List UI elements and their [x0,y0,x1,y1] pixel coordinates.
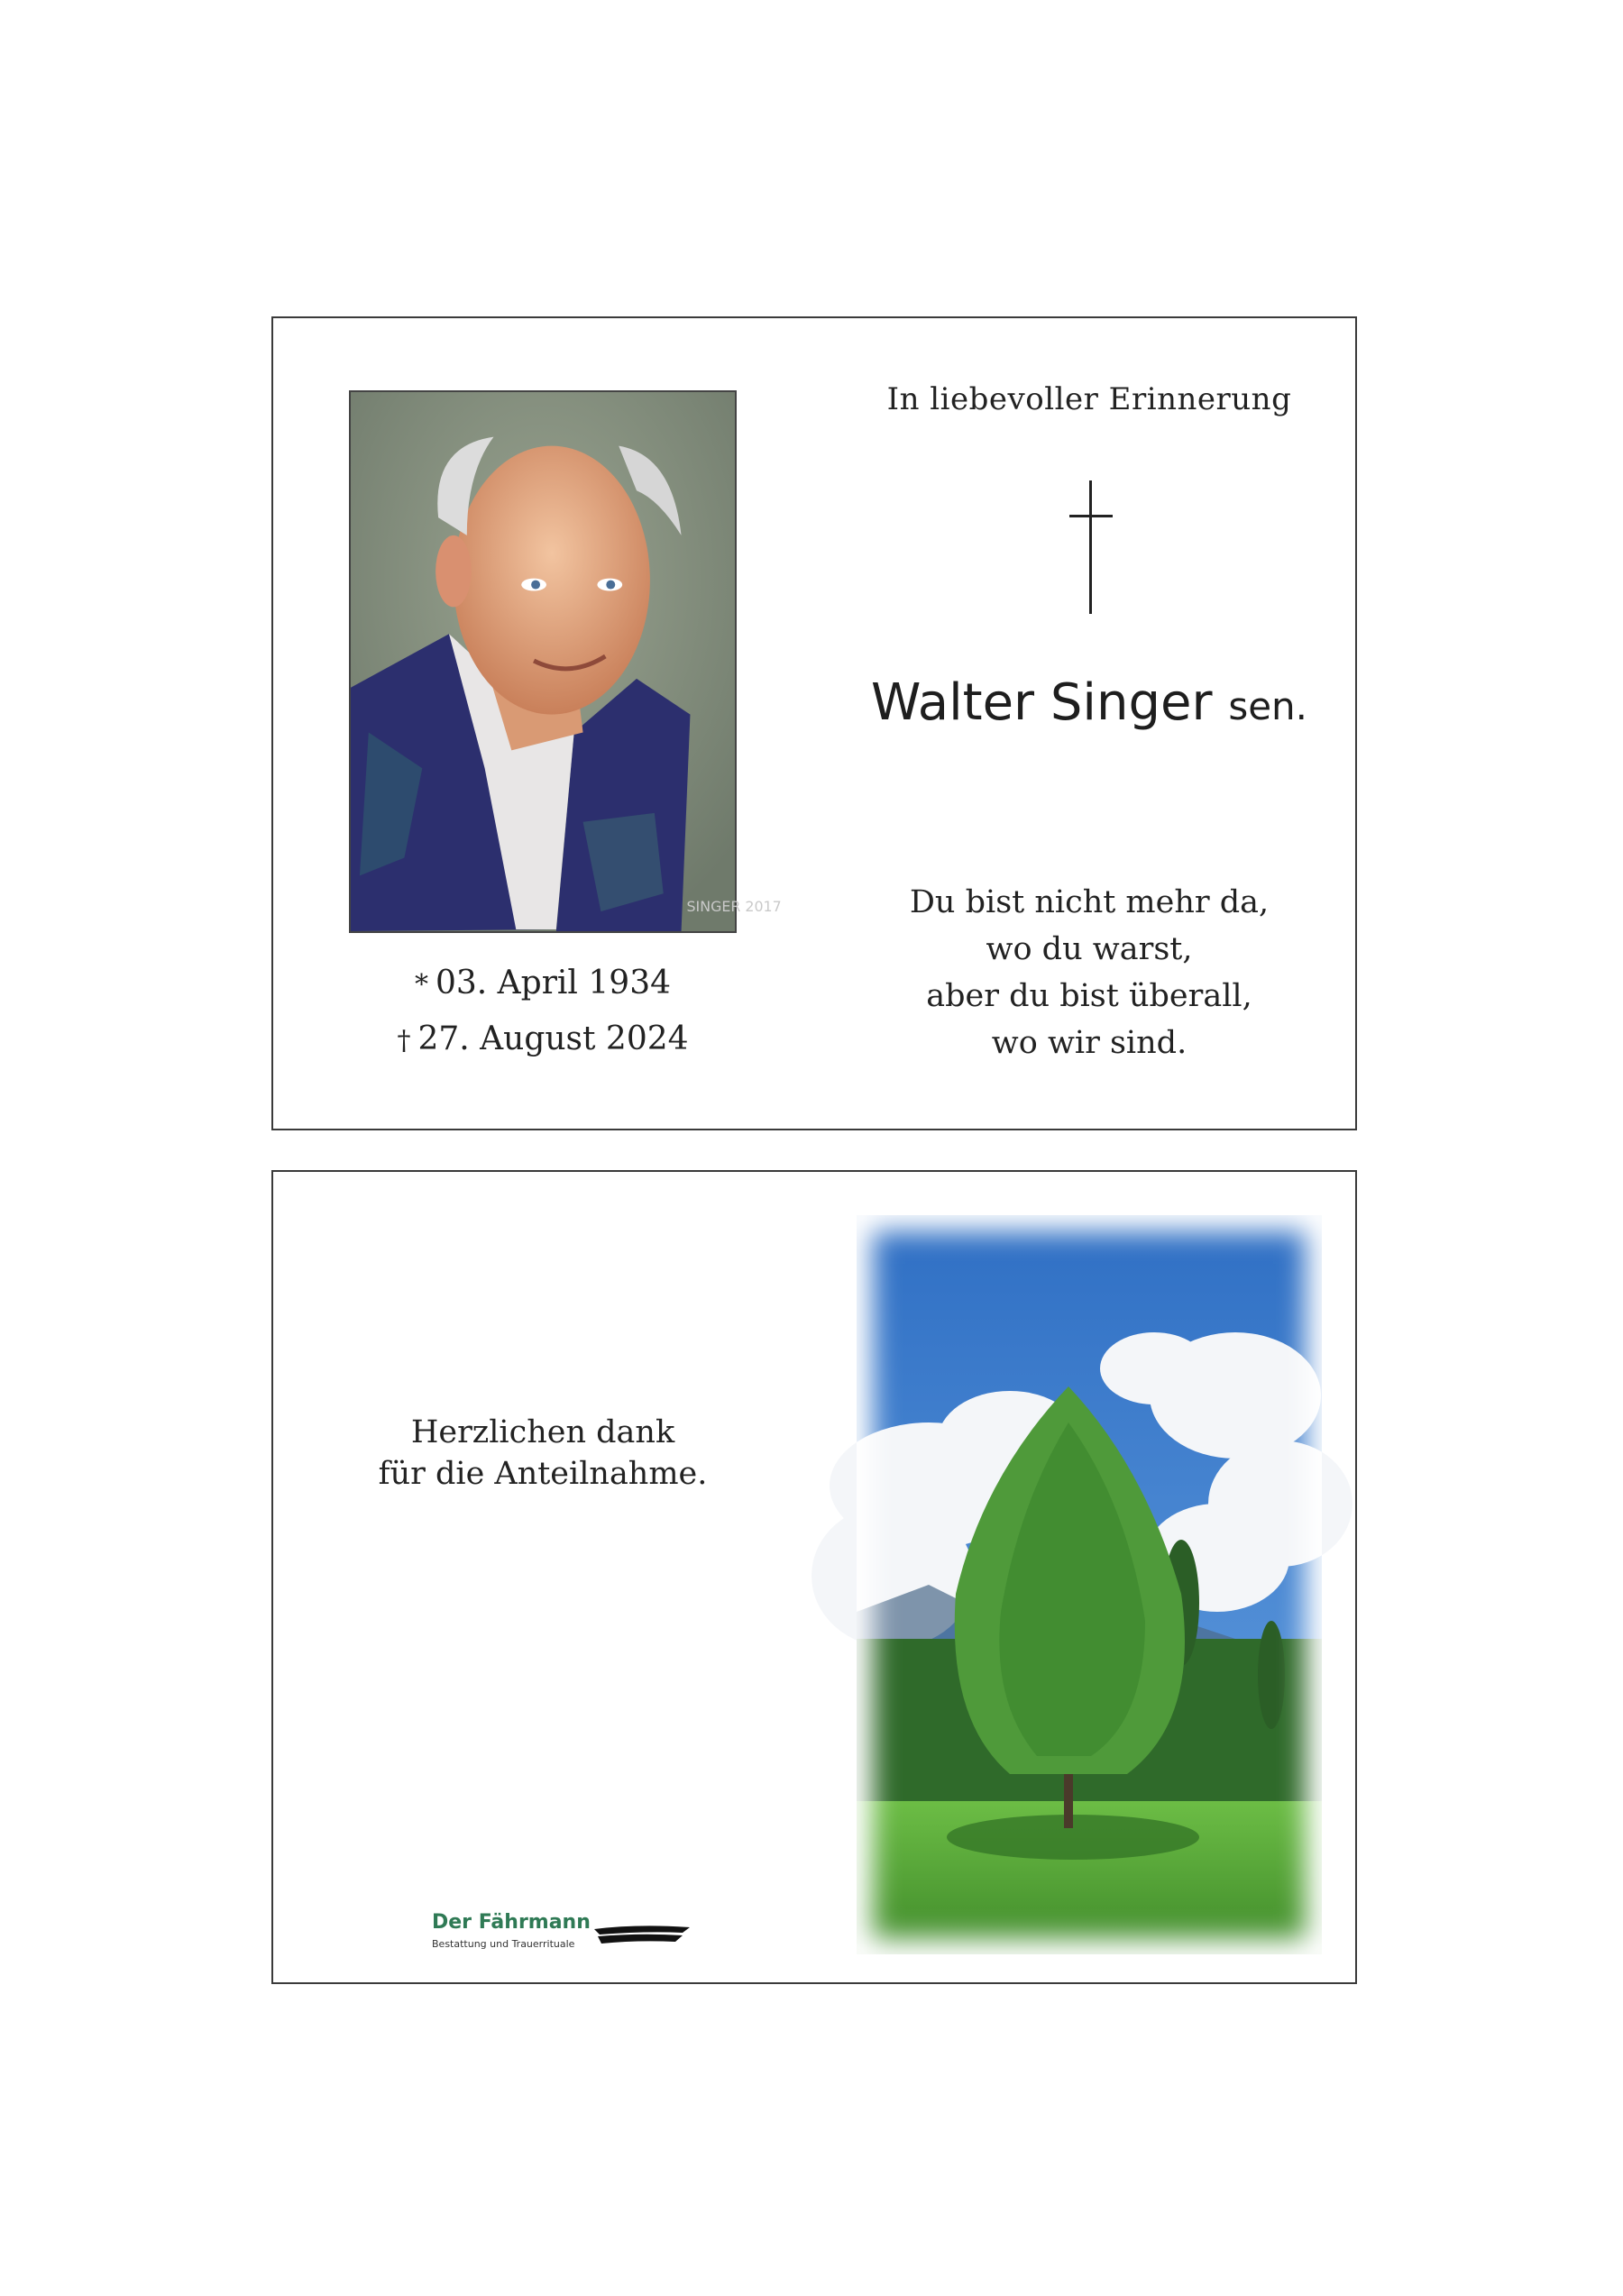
funeral-home-logo [432,1911,702,1956]
logo-subtitle: Bestattung und Trauerrituale [432,1938,575,1950]
thanks-text [349,1412,737,1495]
tree-photo [857,1215,1322,1954]
death-date: 27. August 2024 [417,1020,689,1057]
birth-date: 03. April 1934 [435,965,672,1002]
birth-star-icon: * [414,969,428,1001]
verse-line: wo wir sind. [991,1025,1187,1061]
memorial-card-front [271,316,1357,1130]
verse-line: wo du warst, [986,931,1193,967]
deceased-name-suffix: sen. [1228,684,1308,728]
boat-brush-icon [592,1920,692,1947]
deceased-name [850,673,1328,732]
cross-icon [1069,480,1113,614]
verse-line: aber du bist überall, [926,978,1252,1014]
portrait-painting [349,390,782,933]
memorial-card-back [271,1170,1357,1984]
death-dagger-icon: † [397,1025,411,1057]
death-date-line [349,1020,737,1057]
memorial-verse [850,879,1328,1066]
thanks-line: für die Anteilnahme. [378,1456,708,1492]
thanks-line: Herzlichen dank [410,1414,675,1450]
intro-text: In liebevoller Erinnerung [886,381,1292,417]
logo-name: Der Fährmann [432,1911,591,1934]
birth-date-line [349,967,737,1000]
portrait-signature: SINGER 2017 [686,898,782,916]
verse-line: Du bist nicht mehr da, [909,884,1270,920]
deceased-name-main: Walter Singer [870,673,1213,732]
